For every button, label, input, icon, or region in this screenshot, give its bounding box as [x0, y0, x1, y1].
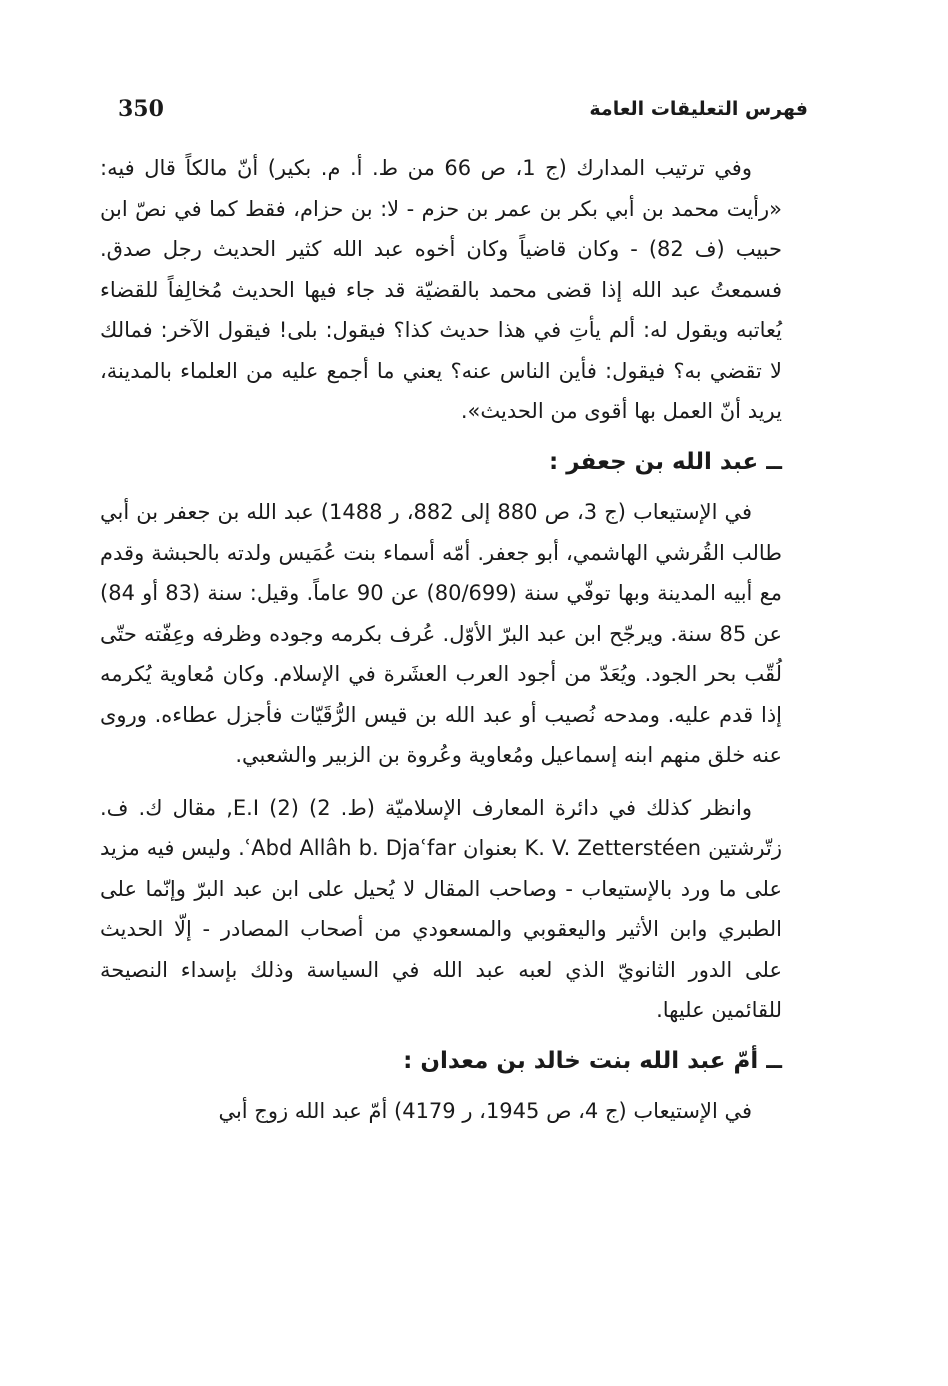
page-header — [118, 96, 808, 130]
paragraph-encyclopaedia-islam: وانظر كذلك في دائرة المعارف الإسلاميّة (ط. 2) (2) E.I, مقال ك. ف. زتّرشتين K. V. Zetterstéen بعنوان ʿAbd Allâh b. Djaʿfar. وليس فيه مزيد على ما ورد بالإستيعاب - وصاحب المقال لا يُحيل على ابن عبد البرّ وإنّما على الطبري وابن الأثير واليعقوبي والمسعودي من أصحاب المصادر - إلّا الحديث على الدور الثانويّ الذي لعبه عبد الله في السياسة وذلك بإسداء النصيحة للقائمين عليها. — [100, 795, 782, 1022]
body-text — [100, 148, 782, 1132]
entry-heading-abdallah-ibn-jafar: ــ عبد الله بن جعفر : — [549, 448, 782, 475]
entry-heading-umm-abdallah: ــ أمّ عبد الله بنت خالد بن معدان : — [403, 1047, 782, 1074]
paragraph-gap — [100, 776, 782, 788]
paragraph-istiab-umm-abdallah: في الإستيعاب (ج 4، ص 1945، ر 4179) أمّ عبد الله زوج أبي — [218, 1099, 752, 1123]
paragraph-istiab-abdallah: في الإستيعاب (ج 3، ص 880 إلى 882، ر 1488) عبد الله بن جعفر بن أبي طالب القُرشي الهاشمي، أبو جعفر. أمّه أسماء بنت عُمَيس ولدته بالحبشة وقدم مع أبيه المدينة وبها توفّي سنة (80/699) عن 90 عاماً. وقيل: سنة (83 أو 84) عن 85 سنة. ويرجّح ابن عبد البرّ الأوّل. عُرف بكرمه وجوده وظرفه وعِفّته حتّى لُقّب بحر الجود. ويُعَدّ من أجود العرب العشَرة في الإسلام. وكان مُعاوية يُكرمه إذا قدم عليه. ومدحه نُصيب أو عبد الله بن قيس الرُّقَيّات فأجزل عطاءه. وروى عنه خلق منهم ابنه إسماعيل ومُعاوية وعُروة بن الزبير والشعبي. — [100, 500, 782, 767]
page-number: 350 — [118, 96, 164, 122]
running-title: فهرس التعليقات العامة — [589, 98, 808, 120]
paragraph-madarik: وفي ترتيب المدارك (ج 1، ص 66 من ط. أ. م. بكير) أنّ مالكاً قال فيه: «رأيت محمد بن أبي بكر بن عمر بن حزم - لا: بن حزام، فقط كما في نصّ ابن حبيب (ف 82) - وكان قاضياً وكان أخوه عبد الله كثير الحديث رجل صدق. فسمعتُ عبد الله إذا قضى محمد بالقضيّة قد جاء فيها الحديث مُخالِفاً للقضاء يُعاتبه ويقول له: ألم يأتِ في هذا حديث كذا؟ فيقول: بلى! فيقول الآخر: فمالك لا تقضي به؟ فيقول: فأين الناس عنه؟ يعني ما أجمع عليه من العلماء بالمدينة، يريد أنّ العمل بها أقوى من الحديث». — [100, 156, 782, 423]
